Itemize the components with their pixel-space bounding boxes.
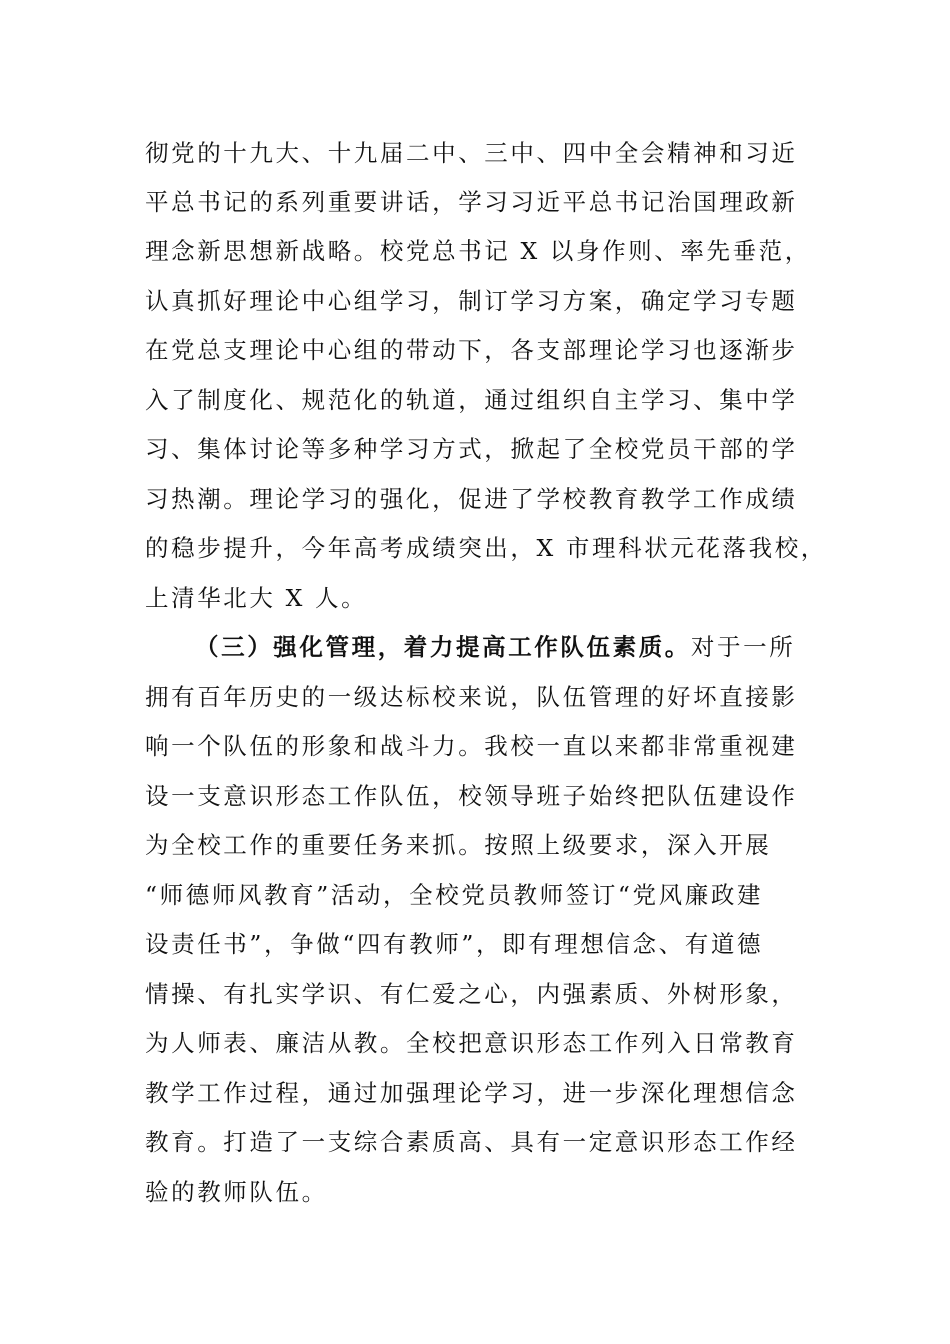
- text-line: 为全校工作的重要任务来抓。按照上级要求，深入开展: [145, 831, 772, 859]
- text-line: 设一支意识形态工作队伍，校领导班子始终把队伍建设作: [145, 782, 798, 810]
- text-line: 验的教师队伍。: [145, 1178, 328, 1206]
- text-line: 为人师表、廉洁从教。全校把意识形态工作列入日常教育: [145, 1029, 798, 1057]
- text-line: 入了制度化、规范化的轨道，通过组织自主学习、集中学: [145, 386, 798, 414]
- section-heading: （三）强化管理，着力提高工作队伍素质。: [195, 633, 691, 661]
- text-line: 习、集体讨论等多种学习方式，掀起了全校党员干部的学: [145, 435, 798, 463]
- text-line: 拥有百年历史的一级达标校来说，队伍管理的好坏直接影: [145, 683, 798, 711]
- text-line: 响一个队伍的形象和战斗力。我校一直以来都非常重视建: [145, 732, 798, 760]
- text-line: “师德师风教育”活动，全校党员教师签订“党风廉政建: [145, 881, 764, 909]
- text-line: 彻党的十九大、十九届二中、三中、四中全会精神和习近: [145, 139, 798, 167]
- text-line: 教学工作过程，通过加强理论学习，进一步深化理想信念: [145, 1079, 798, 1107]
- text-line: 习热潮。理论学习的强化，促进了学校教育教学工作成绩: [145, 485, 798, 513]
- text-line: 理念新思想新战略。校党总书记 X 以身作则、率先垂范，: [145, 237, 811, 265]
- text-line: 情操、有扎实学识、有仁爱之心，内强素质、外树形象，: [145, 980, 798, 1008]
- text-line: 认真抓好理论中心组学习，制订学习方案，确定学习专题: [145, 287, 798, 315]
- text-line: 平总书记的系列重要讲话，学习习近平总书记治国理政新: [145, 188, 798, 216]
- text-line: 教育。打造了一支综合素质高、具有一定意识形态工作经: [145, 1128, 798, 1156]
- text-line: 设责任书”，争做“四有教师”，即有理想信念、有道德: [145, 930, 764, 958]
- section-heading-continuation: 对于一所: [690, 633, 796, 661]
- text-line: 的稳步提升，今年高考成绩突出，X 市理科状元花落我校，: [145, 534, 827, 562]
- text-line: 在党总支理论中心组的带动下，各支部理论学习也逐渐步: [145, 336, 798, 364]
- section-heading-line: [195, 630, 795, 664]
- text-line: 上清华北大 X 人。: [145, 584, 368, 612]
